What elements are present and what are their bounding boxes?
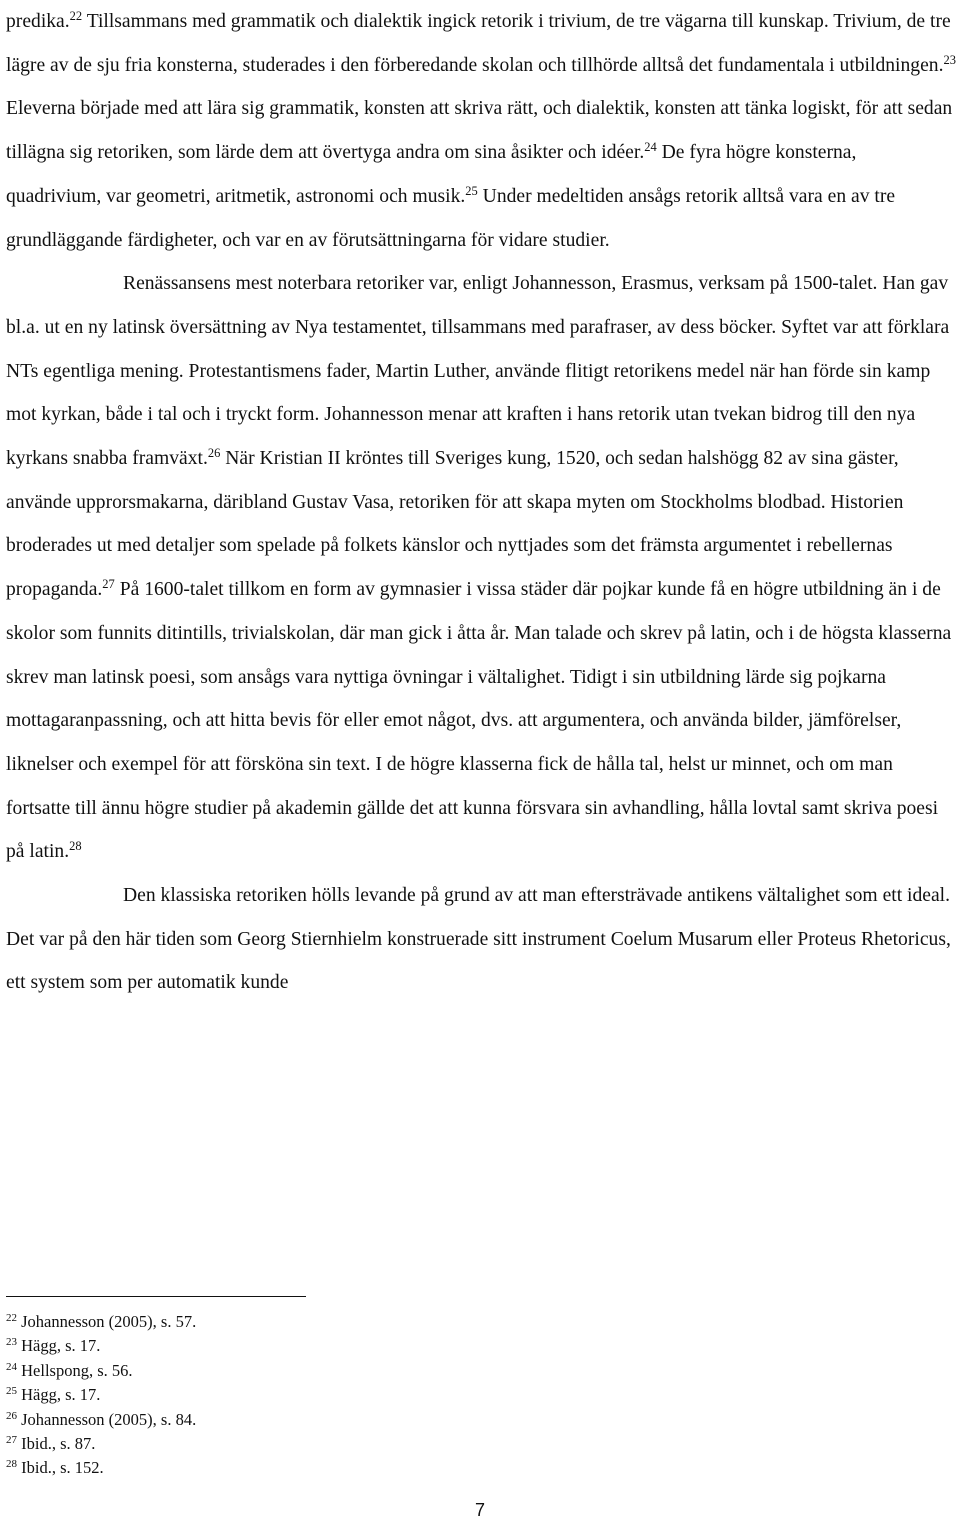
footnote-reference: 22 bbox=[69, 9, 83, 23]
paragraph-text: På 1600-talet tillkom en form av gymnasier i vissa städer där pojkar kunde få en högre utbildning än i de skolor som funnits ditintills, trivialskolan, där man gick i åtta år. Man talade och skrev på latin, och i de högsta klasserna skrev man latinsk poesi, som ansågs vara nyttiga övningar i vältalighet. Tidigt i sin utbildning lärde sig pojkarna mottagaranpassning, och att hitta bevis för eller emot något, dvs. att argumentera, och använda bilder, jämförelser, liknelser och exempel för att försköna sin text. I de högre klasserna fick de hålla tal, helst ur minnet, och om man fortsatte till ännu högre studier på akademin gällde det att kunna försvara sin avhandling, hålla lovtal samt skriva poesi på latin. bbox=[6, 579, 952, 863]
footnote-number: 23 bbox=[6, 1336, 17, 1349]
footnote-number: 28 bbox=[6, 1458, 17, 1471]
footnote-text: Hägg, s. 17. bbox=[21, 1336, 101, 1356]
document-page bbox=[6, 0, 956, 1005]
footnote-text: Hägg, s. 17. bbox=[21, 1385, 101, 1405]
footnote bbox=[6, 1310, 196, 1334]
footnote-number: 22 bbox=[6, 1312, 17, 1324]
footnote-number: 26 bbox=[6, 1409, 17, 1422]
page-number: 7 bbox=[474, 1500, 485, 1520]
paragraph-text: De fyra högre konsterna, quadrivium, var geometri, aritmetik, astronomi och musik. bbox=[6, 142, 857, 207]
paragraph bbox=[6, 874, 956, 1005]
footnote-number: 24 bbox=[6, 1360, 17, 1373]
footnote-text: Hellspong, s. 56. bbox=[21, 1360, 133, 1380]
footnote-reference: 25 bbox=[465, 183, 478, 198]
footnote bbox=[6, 1456, 196, 1480]
footnote-reference: 23 bbox=[943, 52, 956, 67]
paragraph bbox=[6, 262, 956, 874]
paragraph-text: Tillsammans med grammatik och dialektik ingick retorik i trivium, de tre vägarna till kunskap. Trivium, de tre lägre av de sju fria konsterna, studerades i den förberedande skolan och tillhörde alltså det fundamentala i utbildningen. bbox=[6, 11, 951, 76]
paragraph-text: Eleverna började med att lära sig grammatik, konsten att skriva rätt, och dialektik, konsten att tänka logiskt, för att sedan tillägna sig retoriken, som lärde dem att övertyga andra om sina åsikter och idéer. bbox=[6, 98, 953, 164]
footnote-text: Johannesson (2005), s. 57. bbox=[21, 1312, 197, 1331]
footnote-number: 27 bbox=[6, 1434, 17, 1447]
footnote bbox=[6, 1359, 196, 1383]
footnote-reference: 24 bbox=[644, 140, 657, 155]
footnote-reference: 28 bbox=[69, 839, 82, 854]
footnote-separator bbox=[6, 1296, 306, 1297]
body-text bbox=[6, 0, 956, 1005]
footnote-reference: 27 bbox=[102, 577, 115, 592]
paragraph-text: När Kristian II kröntes till Sveriges kung, 1520, och sedan halshögg 82 av sina gäster, använde upprorsmakarna, däribland Gustav Vasa, retoriken för att skapa myten om Stockholms blodbad. Historien broderades ut med detaljer som spelade på folkets känslor och nyttjades som det främsta argumentet i rebellernas propaganda. bbox=[6, 448, 904, 601]
footnote bbox=[6, 1432, 196, 1456]
paragraph-text: Renässansens mest noterbara retoriker var, enligt Johannesson, Erasmus, verksam på 1500-talet. Han gav bl.a. ut en ny latinsk översättning av Nya testamentet, tillsammans med parafraser, av dess böcker. Syftet var att förklara NTs egentliga mening. Protestantismens fader, Martin Luther, använde flitigt retorikens medel när han förde sin kamp mot kyrkan, både i tal och i tryckt form. Johannesson menar att kraften i hans retorik utan tvekan bidrog till den nya kyrkans snabba framväxt. bbox=[6, 273, 950, 470]
paragraph-text: Under medeltiden ansågs retorik alltså vara en av tre grundläggande färdigheter, och var en av förutsättningarna för vidare studier. bbox=[6, 185, 896, 251]
footnote-text: Johannesson (2005), s. 84. bbox=[21, 1409, 197, 1429]
footnote-text: Ibid., s. 87. bbox=[21, 1434, 96, 1454]
footnote bbox=[6, 1334, 196, 1358]
footnote-number: 25 bbox=[6, 1385, 17, 1398]
footnote bbox=[6, 1408, 196, 1432]
paragraph bbox=[6, 0, 956, 262]
footnote-reference: 26 bbox=[207, 446, 221, 461]
paragraph-text: predika. bbox=[6, 11, 70, 32]
paragraph-text: Den klassiska retoriken hölls levande på grund av att man eftersträvade antikens vältalighet som ett ideal. Det var på den här tiden som Georg Stiernhielm konstruerade sitt instrument Coelum Musarum eller Proteus Rhetoricus, ett system som per automatik kunde bbox=[6, 885, 951, 994]
footnote-text: Ibid., s. 152. bbox=[21, 1458, 104, 1478]
footnote bbox=[6, 1383, 196, 1407]
footnotes bbox=[6, 1310, 196, 1481]
